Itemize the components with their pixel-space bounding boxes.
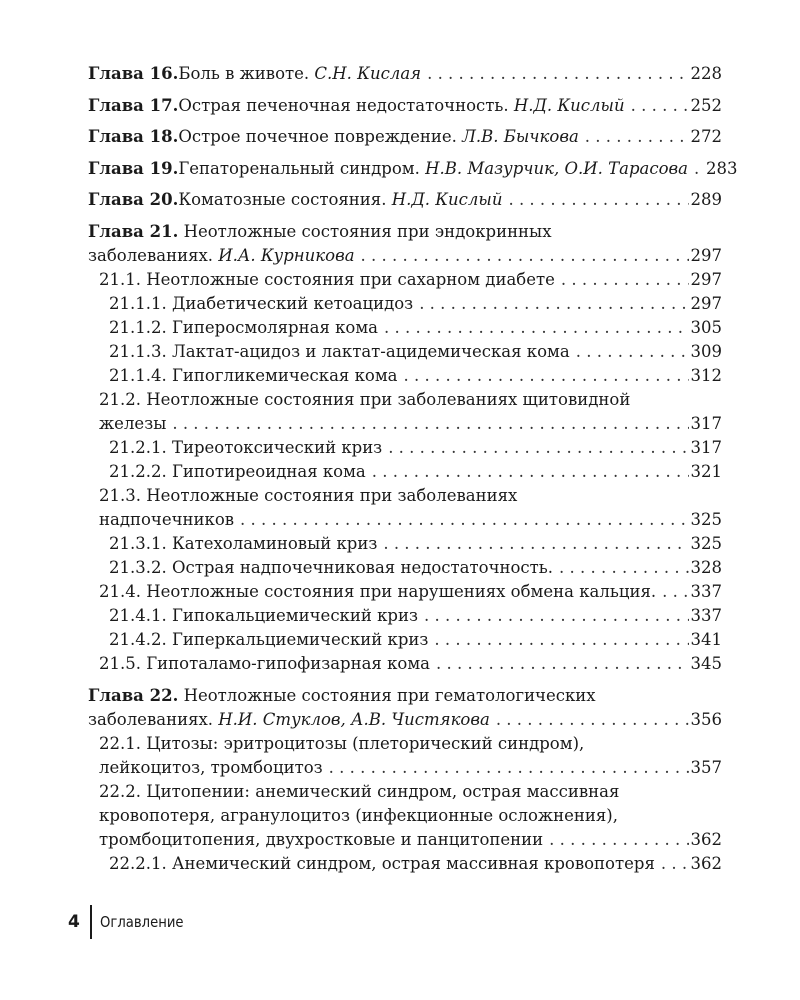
toc-section-entry[interactable] xyxy=(88,388,722,436)
toc-section-entry[interactable] xyxy=(88,364,722,388)
chapter-author: Н.Д. Кислый xyxy=(391,190,503,210)
chapter-author: И.А. Курникова xyxy=(218,245,355,265)
page-ref: 297 xyxy=(690,269,722,289)
chapter-title: Неотложные состояния при эндокринных xyxy=(178,221,552,241)
page-ref: 337 xyxy=(690,605,722,625)
leader-dots xyxy=(172,412,688,436)
chapter-row xyxy=(88,244,722,268)
section-title: 21.4.1. Гипокальциемический криз xyxy=(109,605,418,625)
section-title: 21.4.2. Гиперкальциемический криз xyxy=(109,629,429,649)
chapter-title: Неотложные состояния при гематологических xyxy=(178,685,596,705)
chapter-author: Л.В. Бычкова xyxy=(462,127,579,147)
page-ref: 305 xyxy=(690,317,722,337)
leader-dots xyxy=(549,828,688,852)
toc-section-entry[interactable] xyxy=(88,436,722,460)
leader-dots xyxy=(424,604,689,628)
leader-dots xyxy=(361,244,689,268)
section-title-line: 22.2. Цитопении: анемический синдром, острая массивная кровопотеря, агранулоцитоз (инфекционные осложнения), xyxy=(99,781,620,825)
section-title-line: 21.3. Неотложные состояния при заболеваниях xyxy=(99,485,518,505)
leader-dots xyxy=(559,556,688,580)
section-row xyxy=(109,364,722,388)
leader-dots xyxy=(508,188,688,212)
chapter-title-continued: заболеваниях. xyxy=(88,709,214,729)
toc-section-entry[interactable] xyxy=(88,556,722,580)
chapter-author: Н.И. Стуклов, А.В. Чистякова xyxy=(218,709,490,729)
toc-chapter-entry[interactable] xyxy=(88,157,738,181)
chapter-label: Глава 19. xyxy=(88,158,179,178)
chapter-title: Коматозные состояния. xyxy=(178,190,387,210)
section-row xyxy=(99,268,722,292)
section-title: 21.1.2. Гиперосмолярная кома xyxy=(109,317,379,337)
toc-section-entry[interactable] xyxy=(88,460,722,484)
section-title-line: 22.1. Цитозы: эритроцитозы (плеторический синдром), xyxy=(99,733,585,753)
leader-dots xyxy=(419,292,688,316)
section-title: 21.1. Неотложные состояния при сахарном диабете xyxy=(99,269,555,289)
toc-chapter-entry[interactable] xyxy=(88,188,722,212)
section-title: 21.4. Неотложные состояния при нарушениях обмена кальция. xyxy=(99,581,657,601)
section-title: надпочечников xyxy=(99,509,235,529)
leader-dots xyxy=(694,157,704,181)
page-ref: 357 xyxy=(690,757,722,777)
leader-dots xyxy=(496,708,689,732)
chapter-row xyxy=(88,188,722,212)
leader-dots xyxy=(383,532,688,556)
section-title: 21.1.1. Диабетический кетоацидоз xyxy=(109,293,414,313)
table-of-contents xyxy=(88,62,738,876)
section-title: 21.1.3. Лактат-ацидоз и лактат-ацидемическая кома xyxy=(109,341,570,361)
chapter-label: Глава 16. xyxy=(88,64,179,83)
leader-dots xyxy=(372,460,689,484)
toc-section-entry[interactable] xyxy=(88,340,722,364)
chapter-author: Н.В. Мазурчик, О.И. Тарасова xyxy=(425,158,688,178)
section-row xyxy=(109,340,722,364)
chapter-label: Глава 18. xyxy=(88,127,179,147)
page-ref: 337 xyxy=(690,581,722,601)
toc-section-entry[interactable] xyxy=(88,484,722,532)
chapter-label: Глава 17. xyxy=(88,95,179,115)
leader-dots xyxy=(404,364,689,388)
section-title: 21.3.2. Острая надпочечниковая недостаточность. xyxy=(109,557,554,577)
page-ref: 362 xyxy=(690,829,722,849)
section-title: тромбоцитопения, двухростковые и панцитопении xyxy=(99,829,544,849)
leader-dots xyxy=(436,652,689,676)
chapter-title-continued: заболеваниях. xyxy=(88,245,214,265)
chapter-label: Глава 21. xyxy=(88,221,179,241)
chapter-row xyxy=(88,125,722,149)
chapter-heading-line xyxy=(88,220,722,244)
toc-chapter-entry[interactable] xyxy=(88,220,722,268)
section-row xyxy=(99,508,722,532)
page-ref: 325 xyxy=(690,509,722,529)
page-ref: 341 xyxy=(690,629,722,649)
page-ref: 289 xyxy=(690,190,722,210)
section-title-line: 21.2. Неотложные состояния при заболеваниях щитовидной xyxy=(99,389,631,409)
chapter-row xyxy=(88,62,722,86)
chapter-row xyxy=(88,157,738,181)
running-header-section: Оглавление xyxy=(99,913,184,931)
toc-section-entry[interactable] xyxy=(88,852,722,876)
page-ref: 321 xyxy=(690,461,722,481)
page-ref: 272 xyxy=(690,127,722,147)
page-ref: 362 xyxy=(690,853,722,873)
page-ref: 297 xyxy=(690,245,722,265)
section-title: 22.2.1. Анемический синдром, острая массивная кровопотеря xyxy=(109,853,655,873)
page-ref: 317 xyxy=(690,413,722,433)
toc-section-entry[interactable] xyxy=(88,268,722,292)
section-row xyxy=(99,756,722,780)
leader-dots xyxy=(434,628,688,652)
page-number: 4 xyxy=(68,912,80,932)
page-ref: 297 xyxy=(690,293,722,313)
leader-dots xyxy=(384,316,688,340)
toc-chapter-entry[interactable] xyxy=(88,684,722,732)
page-footer xyxy=(68,904,195,940)
page-ref: 309 xyxy=(690,341,722,361)
leader-dots xyxy=(329,756,689,780)
leader-dots xyxy=(561,268,689,292)
section-row xyxy=(99,580,722,604)
leader-dots xyxy=(427,62,688,86)
toc-section-entry[interactable] xyxy=(88,652,722,676)
section-title: лейкоцитоз, тромбоцитоз xyxy=(99,757,323,777)
section-title: 21.1.4. Гипогликемическая кома xyxy=(109,365,398,385)
section-row xyxy=(109,852,722,876)
chapter-label: Глава 20. xyxy=(88,190,179,210)
leader-dots xyxy=(662,580,688,604)
section-row xyxy=(109,532,722,556)
section-row xyxy=(109,604,722,628)
section-title: железы xyxy=(99,413,167,433)
footer-divider xyxy=(90,905,92,939)
chapter-title: Острое почечное повреждение. xyxy=(178,127,457,147)
section-row xyxy=(109,316,722,340)
section-row xyxy=(109,292,722,316)
toc-chapter-entry[interactable] xyxy=(88,62,722,86)
toc-chapter-entry[interactable] xyxy=(88,125,722,149)
section-row xyxy=(109,460,722,484)
section-row xyxy=(109,628,722,652)
section-row xyxy=(99,828,722,852)
page-ref: 228 xyxy=(690,64,722,83)
toc-chapter-entry[interactable] xyxy=(88,94,722,118)
section-title: 21.3.1. Катехоламиновый криз xyxy=(109,533,378,553)
section-row xyxy=(99,412,722,436)
toc-section-entry[interactable] xyxy=(88,292,722,316)
leader-dots xyxy=(631,94,689,118)
chapter-author: Н.Д. Кислый xyxy=(513,95,625,115)
section-row xyxy=(99,652,722,676)
chapter-title: Боль в животе. xyxy=(178,64,310,83)
page-ref: 345 xyxy=(690,653,722,673)
page-ref: 252 xyxy=(690,95,722,115)
toc-section-entry[interactable] xyxy=(88,780,722,852)
chapter-row xyxy=(88,708,722,732)
chapter-label: Глава 22. xyxy=(88,685,179,705)
leader-dots xyxy=(388,436,688,460)
leader-dots xyxy=(585,125,689,149)
section-title: 21.2.1. Тиреотоксический криз xyxy=(109,437,383,457)
section-row xyxy=(109,436,722,460)
leader-dots xyxy=(576,340,689,364)
page-ref: 312 xyxy=(690,365,722,385)
chapter-heading-line xyxy=(88,684,722,708)
toc-section-entry[interactable] xyxy=(88,316,722,340)
toc-section-entry[interactable] xyxy=(88,732,722,780)
section-title: 21.2.2. Гипотиреоидная кома xyxy=(109,461,366,481)
chapter-title: Гепаторенальный синдром. xyxy=(178,158,420,178)
leader-dots xyxy=(240,508,688,532)
leader-dots xyxy=(661,852,689,876)
toc-section-entry[interactable] xyxy=(88,532,722,556)
section-row xyxy=(109,556,722,580)
section-title: 21.5. Гипоталамо-гипофизарная кома xyxy=(99,653,430,673)
toc-section-entry[interactable] xyxy=(88,628,722,652)
page-ref: 325 xyxy=(690,533,722,553)
page-ref: 317 xyxy=(690,437,722,457)
page-ref: 283 xyxy=(706,158,738,178)
chapter-title: Острая печеночная недостаточность. xyxy=(178,95,509,115)
toc-section-entry[interactable] xyxy=(88,604,722,628)
chapter-author: С.Н. Кислая xyxy=(314,64,422,83)
page-ref: 356 xyxy=(690,709,722,729)
page-ref: 328 xyxy=(690,557,722,577)
toc-section-entry[interactable] xyxy=(88,580,722,604)
chapter-row xyxy=(88,94,722,118)
